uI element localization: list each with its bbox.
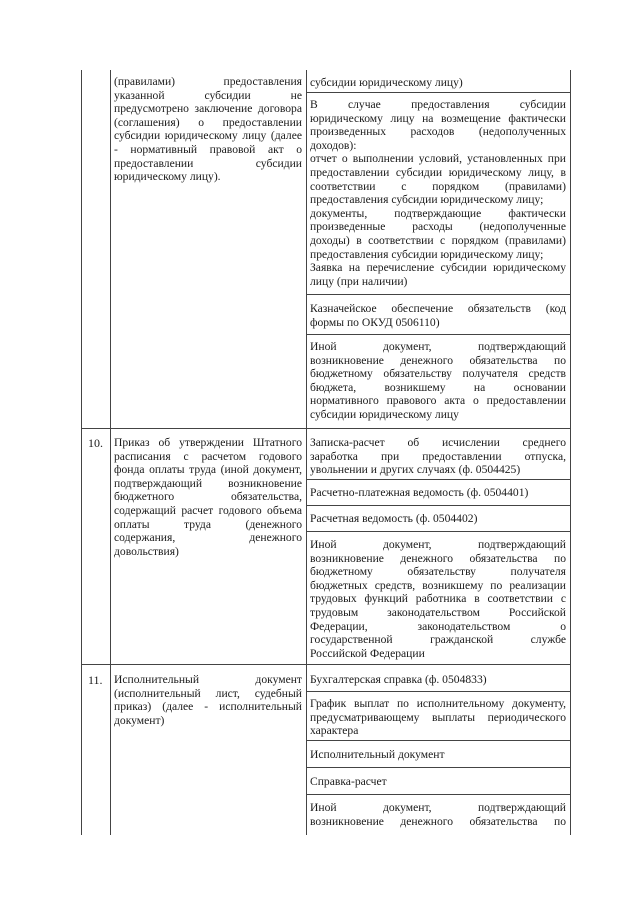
text-line: Приказ об утверждении Штатного: [114, 436, 302, 449]
subcell-separator: [306, 294, 571, 295]
text-line: (соглашения) о предоставлении: [114, 115, 302, 129]
grounds-cell: [310, 512, 566, 526]
row-document-cell: [114, 436, 302, 558]
text-line: содержащий расчет годового объема: [114, 503, 302, 517]
text-line: государственной гражданской службе: [310, 633, 566, 647]
row-number: 11.: [88, 673, 103, 687]
text-line: отчет о выполнении условий, установленных при: [310, 152, 566, 166]
text-line: формы по ОКУД 0506110): [310, 315, 440, 329]
text-line: Иной документ, подтверждающий: [310, 538, 566, 551]
text-line: увольнении и других случаях (ф. 0504425): [310, 463, 521, 477]
text-line: возникновение денежного обязательства по: [310, 814, 566, 828]
grounds-cell: [310, 76, 566, 90]
text-line: Справка-расчет: [310, 775, 387, 788]
grounds-cell: [310, 801, 566, 828]
grounds-cell: [310, 98, 566, 288]
text-line: расписания с расчетом годового: [114, 449, 302, 463]
grounds-cell: [310, 538, 566, 660]
text-line: фонда оплаты труда (иной документ,: [114, 463, 302, 477]
text-line: произведенных расходов (недополученных: [310, 125, 566, 139]
text-line: юридическому лицу на возмещение фактически: [310, 111, 566, 125]
table-border-col2: [306, 70, 307, 835]
text-line: Казначейское обеспечение обязательств (код: [310, 302, 566, 315]
text-line: предоставления субсидии юридическому лицу;: [310, 193, 544, 207]
text-line: Федерации, законодательством о: [310, 619, 566, 633]
row-separator: [81, 428, 571, 429]
text-line: характера: [310, 724, 359, 738]
subcell-separator: [306, 767, 571, 768]
text-line: (правилами) предоставления: [114, 75, 302, 88]
text-line: подтверждающий возникновение: [114, 476, 302, 490]
text-line: Расчетно-платежная ведомость (ф. 0504401): [310, 486, 529, 499]
grounds-cell: [310, 748, 566, 762]
subcell-separator: [306, 92, 571, 93]
text-line: предусмотрено заключение договора: [114, 102, 302, 116]
text-line: содержания, денежного: [114, 531, 302, 545]
text-line: возникновение денежного обязательства по: [310, 551, 566, 565]
grounds-cell: [310, 302, 566, 329]
text-line: В случае предоставления субсидии: [310, 98, 566, 111]
text-line: Заявка на перечисление субсидии юридическому: [310, 261, 566, 275]
subcell-separator: [306, 691, 571, 692]
text-line: заработка при предоставлении отпуска,: [310, 449, 566, 463]
table-border-right: [570, 70, 571, 835]
subcell-separator: [306, 794, 571, 795]
text-line: доходов):: [310, 138, 357, 152]
text-line: соответствии с порядком (правилами): [310, 179, 566, 193]
text-line: юридическому лицу).: [114, 170, 221, 184]
text-line: указанной субсидии не: [114, 88, 302, 102]
grounds-cell: [310, 673, 566, 687]
text-line: - нормативный правовой акт о: [114, 142, 302, 156]
text-line: предусматривающему выплаты периодического: [310, 710, 566, 724]
text-line: бюджетному обязательству получателя: [310, 565, 566, 579]
grounds-cell: [310, 697, 566, 738]
grounds-cell: [310, 486, 566, 500]
text-line: довольствия): [114, 544, 179, 558]
text-line: Исполнительный документ: [114, 673, 302, 686]
text-line: Записка-расчет об исчислении среднего: [310, 436, 566, 449]
text-line: субсидии юридическому лицу (далее: [114, 129, 302, 143]
grounds-cell: [310, 340, 566, 422]
text-line: (исполнительный лист, судебный: [114, 686, 302, 700]
subcell-separator: [306, 740, 571, 741]
text-line: предоставлении субсидии: [114, 156, 302, 170]
table-border-left: [81, 70, 82, 835]
text-line: бюджетных средств, возникшему по реализации: [310, 578, 566, 592]
text-line: оплаты труда (денежного: [114, 517, 302, 531]
text-line: Российской Федерации: [310, 646, 425, 660]
text-line: возникновение денежного обязательства по: [310, 353, 566, 367]
row-document-cell: [114, 75, 302, 184]
text-line: произведенные расходы (недополученные: [310, 220, 566, 234]
text-line: бюджета, возникшему на основании: [310, 380, 566, 394]
text-line: Исполнительный документ: [310, 748, 445, 761]
text-line: трудовым законодательством Российской: [310, 605, 566, 619]
row-number: 10.: [88, 436, 103, 450]
text-line: доходы) в соответствии с порядком (правилами): [310, 233, 566, 247]
text-line: приказ) (далее - исполнительный: [114, 700, 302, 714]
row-separator: [81, 664, 571, 665]
text-line: Иной документ, подтверждающий: [310, 801, 566, 814]
text-line: субсидии юридическому лицу): [310, 76, 463, 89]
text-line: предоставления субсидии юридическому лицу;: [310, 247, 544, 261]
text-line: бюджетного обязательства,: [114, 490, 302, 504]
text-line: Иной документ, подтверждающий: [310, 340, 566, 353]
subcell-separator: [306, 531, 571, 532]
grounds-cell: [310, 775, 566, 789]
row-document-cell: [114, 673, 302, 727]
subcell-separator: [306, 334, 571, 335]
grounds-cell: [310, 436, 566, 477]
text-line: субсидии юридическому лицу: [310, 407, 459, 421]
text-line: Бухгалтерская справка (ф. 0504833): [310, 673, 487, 686]
text-line: График выплат по исполнительному документу,: [310, 697, 566, 710]
text-line: предоставлении субсидии юридическому лицу, в: [310, 165, 566, 179]
text-line: лицу (при наличии): [310, 274, 408, 288]
text-line: нормативного правового акта о предоставлении: [310, 394, 566, 408]
subcell-separator: [306, 505, 571, 506]
text-line: Расчетная ведомость (ф. 0504402): [310, 512, 478, 525]
table-border-col1: [110, 70, 111, 835]
text-line: трудовых функций работника в соответствии с: [310, 592, 566, 606]
text-line: документ): [114, 713, 165, 727]
text-line: бюджетному обязательству получателя средств: [310, 367, 566, 381]
text-line: документы, подтверждающие фактически: [310, 206, 566, 220]
subcell-separator: [306, 479, 571, 480]
